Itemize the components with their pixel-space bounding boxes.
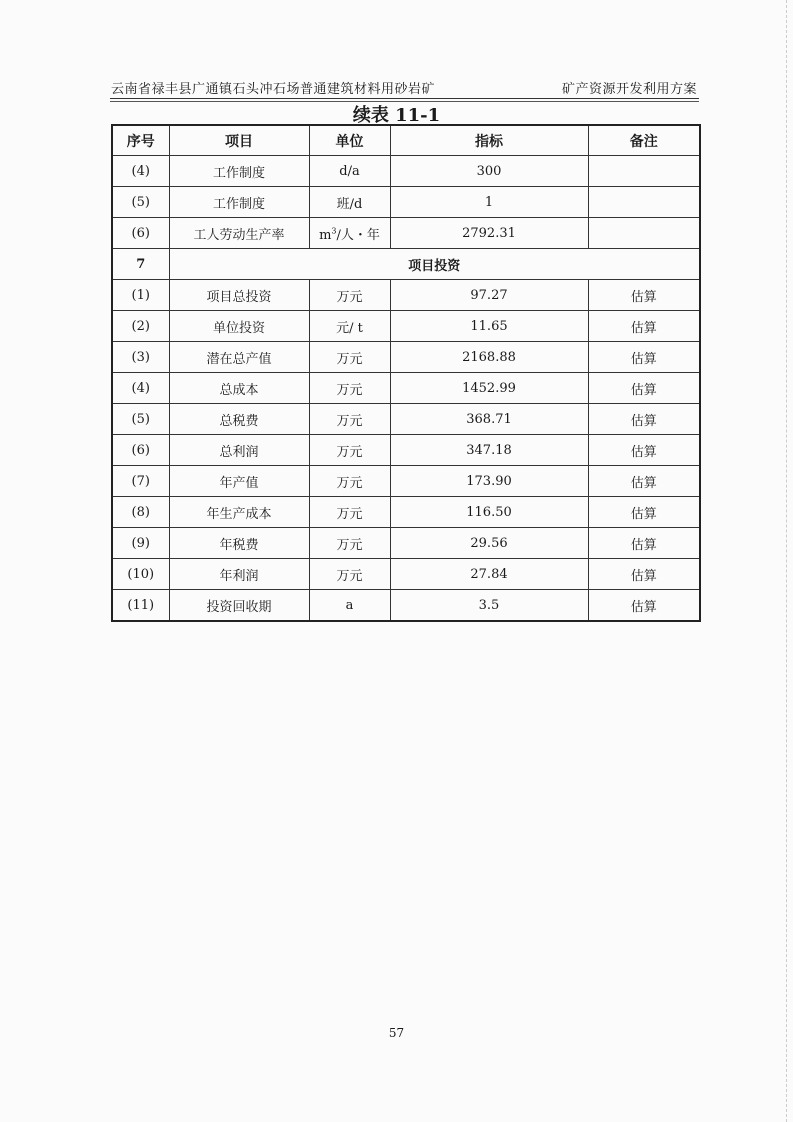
cell-unit: 万元 [309,280,390,311]
cell-value: 3.5 [390,590,588,622]
table-header-row [112,125,700,156]
cell-unit: 万元 [309,497,390,528]
scan-edge [785,0,787,1122]
cell-value: 97.27 [390,280,588,311]
cell-note: 估算 [588,435,700,466]
table-row [112,218,700,249]
cell-note: 估算 [588,342,700,373]
section-row [112,249,700,280]
cell-unit: 万元 [309,373,390,404]
col-header-value: 指标 [390,125,588,156]
cell-unit: 万元 [309,466,390,497]
col-header-no: 序号 [112,125,169,156]
cell-note [588,218,700,249]
cell-unit: 元/ t [309,311,390,342]
table-title: 续表 11-1 [352,105,441,126]
cell-no: (5) [112,404,169,435]
cell-item: 年税费 [169,528,309,559]
cell-unit: 万元 [309,404,390,435]
cell-value: 1 [390,187,588,218]
unit-rest: /人・年 [336,227,380,243]
cell-note: 估算 [588,590,700,622]
table-row [112,435,700,466]
cell-no: (3) [112,342,169,373]
cell-item: 工作制度 [169,187,309,218]
cell-item: 工人劳动生产率 [169,218,309,249]
cell-no: (9) [112,528,169,559]
cell-unit: 万元 [309,559,390,590]
cell-no: (6) [112,435,169,466]
col-header-item: 项目 [169,125,309,156]
cell-note: 估算 [588,466,700,497]
cell-note [588,156,700,187]
table-row [112,466,700,497]
cell-no: (11) [112,590,169,622]
cell-value: 1452.99 [390,373,588,404]
header-doc-type: 矿产资源开发利用方案 [561,82,697,97]
col-header-note: 备注 [588,125,700,156]
cell-no: (1) [112,280,169,311]
cell-no: (7) [112,466,169,497]
cell-value: 173.90 [390,466,588,497]
cell-unit: a [309,590,390,622]
cell-item: 年生产成本 [169,497,309,528]
cell-value: 368.71 [390,404,588,435]
table-row [112,156,700,187]
indicator-table [111,124,701,622]
header-project-name: 云南省禄丰县广通镇石头冲石场普通建筑材料用砂岩矿 [111,82,436,97]
cell-item: 单位投资 [169,311,309,342]
cell-value: 29.56 [390,528,588,559]
table-row [112,311,700,342]
cell-no: (8) [112,497,169,528]
section-no: 7 [112,249,169,280]
table-row [112,373,700,404]
cell-unit: 班/d [309,187,390,218]
table-row [112,342,700,373]
col-header-unit: 单位 [309,125,390,156]
table-row [112,187,700,218]
cell-no: (6) [112,218,169,249]
cell-note: 估算 [588,528,700,559]
cell-unit: 万元 [309,435,390,466]
cell-no: (4) [112,156,169,187]
cell-item: 年利润 [169,559,309,590]
header-rule [110,98,699,99]
cell-no: (10) [112,559,169,590]
table-row [112,497,700,528]
cell-item: 项目总投资 [169,280,309,311]
cell-item: 工作制度 [169,156,309,187]
cell-unit: d/a [309,156,390,187]
unit-superscript: 3 [331,226,337,236]
cell-unit: 万元 [309,342,390,373]
cell-value: 347.18 [390,435,588,466]
table-row [112,280,700,311]
page-number: 57 [388,1026,405,1040]
cell-value: 116.50 [390,497,588,528]
table-row [112,404,700,435]
cell-value: 2168.88 [390,342,588,373]
cell-no: (5) [112,187,169,218]
cell-value: 300 [390,156,588,187]
cell-item: 总税费 [169,404,309,435]
cell-item: 投资回收期 [169,590,309,622]
cell-note: 估算 [588,404,700,435]
cell-no: (2) [112,311,169,342]
table-row [112,590,700,622]
cell-note: 估算 [588,373,700,404]
section-title: 项目投资 [169,249,700,280]
cell-item: 总利润 [169,435,309,466]
cell-value: 27.84 [390,559,588,590]
cell-value: 2792.31 [390,218,588,249]
cell-item: 年产值 [169,466,309,497]
table-row [112,559,700,590]
cell-no: (4) [112,373,169,404]
cell-unit [309,218,390,249]
cell-note [588,187,700,218]
cell-note: 估算 [588,280,700,311]
cell-unit: 万元 [309,528,390,559]
cell-item: 总成本 [169,373,309,404]
cell-note: 估算 [588,311,700,342]
cell-note: 估算 [588,497,700,528]
cell-item: 潜在总产值 [169,342,309,373]
unit-base: m [319,227,332,243]
cell-value: 11.65 [390,311,588,342]
table-row [112,528,700,559]
cell-note: 估算 [588,559,700,590]
